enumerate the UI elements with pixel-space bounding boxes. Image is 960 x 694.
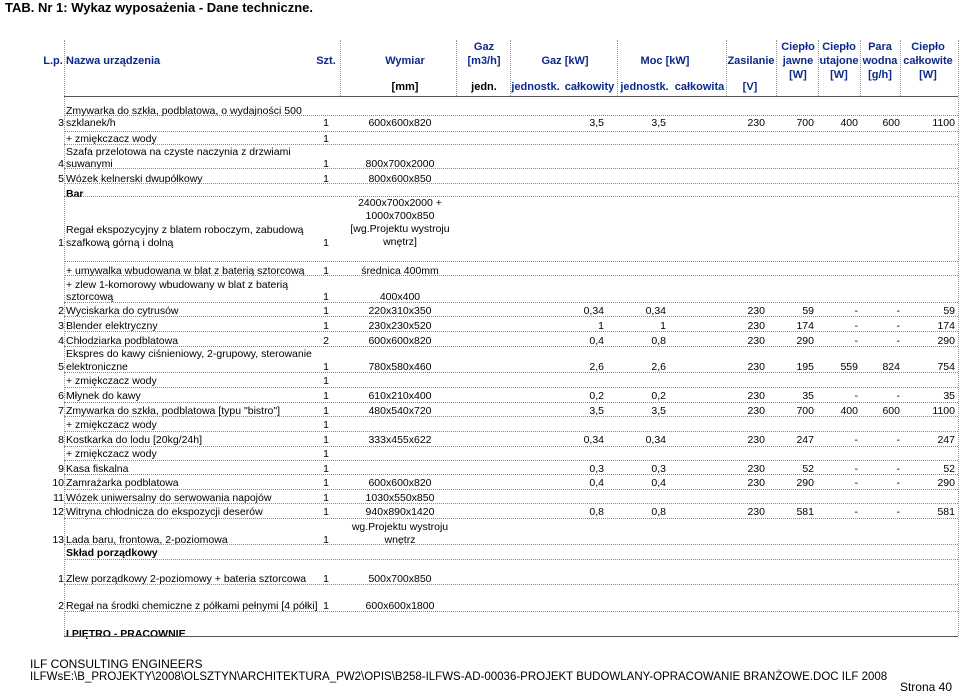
- column-divider: [456, 40, 457, 96]
- cell-szt: 1: [323, 573, 329, 585]
- row-divider: [64, 261, 958, 262]
- cell-mc: 0,3: [651, 463, 666, 475]
- cell-szt: 1: [323, 361, 329, 373]
- column-divider: [860, 40, 861, 96]
- cell-szt: 1: [323, 375, 329, 387]
- cell-name: I PIĘTRO - PRACOWNIE: [66, 628, 186, 640]
- cell-name: + umywalka wbudowana w blat z baterią sztorcową: [66, 265, 305, 277]
- header-zasilanie-unit: [V]: [742, 81, 758, 93]
- cell-cu: -: [854, 477, 858, 489]
- cell-v: 230: [747, 305, 765, 317]
- header-zasilanie: Zasilanie: [727, 55, 775, 67]
- cell-mj: 3,5: [589, 117, 604, 129]
- cell-mc: 2,6: [651, 361, 666, 373]
- cell-v: 230: [747, 405, 765, 417]
- cell-name: Chłodziarka podblatowa: [66, 335, 179, 347]
- cell-pw: -: [896, 477, 900, 489]
- cell-lp: 1: [58, 573, 64, 585]
- row-divider: [64, 372, 958, 373]
- row-divider: [64, 518, 958, 519]
- header-moc: Moc [kW]: [640, 55, 690, 67]
- cell-wym: 800x600x850: [368, 173, 432, 185]
- cell-name: Blender elektryczny: [66, 320, 158, 332]
- header-cieplo-calkowite-3: [W]: [919, 69, 937, 81]
- cell-cj: 581: [796, 506, 814, 518]
- cell-wym: wnętrz: [384, 534, 416, 546]
- cell-szt: 1: [323, 305, 329, 317]
- cell-name: Regał na środki chemiczne z półkami pełnymi [4 półki]: [66, 600, 318, 612]
- bar-wymiar-line-3: [wg.Projektu wystroju: [350, 223, 450, 235]
- cell-lp: 2: [58, 600, 64, 612]
- header-cieplo-jawne-1: Ciepło: [781, 41, 815, 53]
- bar-wymiar-line-1: 2400x700x2000 +: [358, 197, 442, 209]
- footer-path: ILFWsE:\B_PROJEKTY\2008\OLSZTYN\ARCHITEKTURA_PW2\OPIS\B258-ILFWS-AD-00036-PROJEKT BUDOWLANY-OPRACOWANIE BRANŻOWE.DOC ILF 2008: [30, 671, 888, 683]
- cell-cc: 290: [937, 335, 955, 347]
- header-gaz: Gaz: [473, 41, 495, 53]
- cell-name: suwanymi: [66, 158, 113, 170]
- row-divider: [64, 275, 958, 276]
- cell-cj: 59: [802, 305, 814, 317]
- cell-pw: -: [896, 506, 900, 518]
- cell-lp: 13: [52, 534, 64, 546]
- cell-name: + zmiękczacz wody: [66, 448, 157, 460]
- cell-wym: wg.Projektu wystroju: [351, 521, 449, 533]
- cell-cc: 1100: [932, 117, 955, 129]
- cell-mc: 0,34: [645, 434, 666, 446]
- cell-cc: 35: [943, 390, 955, 402]
- cell-szt: 1: [323, 291, 329, 303]
- header-wymiar-unit: [mm]: [391, 81, 419, 93]
- cell-pw: -: [896, 320, 900, 332]
- document-title: TAB. Nr 1: Wykaz wyposażenia - Dane techniczne.: [5, 0, 313, 15]
- cell-wym: 230x230x520: [368, 320, 432, 332]
- cell-lp: 9: [58, 463, 64, 475]
- cell-lp: 5: [58, 361, 64, 373]
- cell-cu: 400: [840, 117, 858, 129]
- cell-wym: 940x890x1420: [365, 506, 435, 518]
- cell-name: Kasa fiskalna: [66, 463, 129, 475]
- cell-szt: 1: [323, 492, 329, 504]
- column-divider: [776, 40, 777, 96]
- row-divider: [64, 611, 958, 612]
- cell-cc: 1100: [932, 405, 955, 417]
- row-divider: [64, 196, 958, 197]
- cell-lp: 8: [58, 434, 64, 446]
- cell-cu: -: [854, 434, 858, 446]
- footer-company: ILF CONSULTING ENGINEERS: [30, 657, 203, 671]
- cell-cj: 174: [796, 320, 814, 332]
- cell-mj: 3,5: [589, 405, 604, 417]
- cell-szt: 1: [323, 390, 329, 402]
- cell-lp: 6: [58, 390, 64, 402]
- header-para-wodna-3: [g/h]: [868, 69, 892, 81]
- header-name: Nazwa urządzenia: [66, 55, 161, 67]
- cell-v: 230: [747, 335, 765, 347]
- row-divider: [64, 387, 958, 388]
- cell-v: 230: [747, 463, 765, 475]
- row-divider: [64, 474, 958, 475]
- cell-szt: 1: [323, 463, 329, 475]
- row-divider: [64, 416, 958, 417]
- cell-v: 230: [747, 390, 765, 402]
- cell-lp: 5: [58, 173, 64, 185]
- row-divider: [64, 168, 958, 169]
- cell-mj: 0,8: [589, 506, 604, 518]
- cell-pw: 600: [882, 405, 900, 417]
- cell-pw: 600: [882, 117, 900, 129]
- cell-cu: -: [854, 305, 858, 317]
- cell-szt: 1: [323, 506, 329, 518]
- cell-name: + zmiękczacz wody: [66, 419, 157, 431]
- row-divider: [64, 431, 958, 432]
- cell-name: Kostkarka do lodu [20kg/24h]: [66, 434, 203, 446]
- cell-name: elektroniczne: [66, 361, 128, 373]
- header-moc-sub1: jednostk.: [620, 81, 669, 93]
- cell-mc: 0,2: [651, 390, 666, 402]
- header-para-wodna-2: wodna: [862, 55, 898, 67]
- header-cieplo-calkowite-2: całkowite: [903, 55, 953, 67]
- row-divider: [64, 331, 958, 332]
- row-divider: [64, 636, 958, 637]
- cell-name: Wyciskarka do cytrusów: [66, 305, 179, 317]
- cell-pw: -: [896, 434, 900, 446]
- column-divider: [726, 40, 727, 96]
- cell-cu: 559: [840, 361, 858, 373]
- cell-cj: 195: [796, 361, 814, 373]
- cell-mc: 0,34: [645, 305, 666, 317]
- cell-cj: 52: [802, 463, 814, 475]
- cell-wym: 333x455x622: [368, 434, 432, 446]
- cell-v: 230: [747, 361, 765, 373]
- cell-name: + zmiękczacz wody: [66, 375, 157, 387]
- header-moc-sub2: całkowita: [674, 81, 725, 93]
- cell-mj: 0,4: [589, 335, 604, 347]
- cell-wym: 220x310x350: [368, 305, 432, 317]
- row-divider: [64, 115, 958, 116]
- cell-lp: 3: [58, 320, 64, 332]
- cell-szt: 1: [323, 419, 329, 431]
- cell-v: 230: [747, 320, 765, 332]
- cell-cc: 174: [937, 320, 955, 332]
- row-divider: [64, 131, 958, 132]
- cell-lp: 10: [52, 477, 64, 489]
- cell-wym: 400x400: [379, 291, 421, 303]
- cell-cu: -: [854, 506, 858, 518]
- cell-szt: 1: [323, 534, 329, 546]
- cell-name: Wózek kelnerski dwupółkowy: [66, 173, 203, 185]
- header-lp: L.p.: [43, 55, 63, 67]
- cell-lp: 2: [58, 305, 64, 317]
- cell-wym: 780x580x460: [368, 361, 432, 373]
- cell-wym: 800x700x2000: [365, 158, 435, 170]
- cell-mc: 3,5: [651, 405, 666, 417]
- row-divider: [64, 183, 958, 184]
- header-cieplo-utajone-2: utajone: [819, 55, 859, 67]
- header-cieplo-calkowite-1: Ciepło: [911, 41, 945, 53]
- cell-szt: 1: [323, 173, 329, 185]
- cell-szt: 1: [323, 405, 329, 417]
- cell-wym: 600x600x820: [368, 117, 432, 129]
- cell-pw: -: [896, 305, 900, 317]
- cell-pw: -: [896, 335, 900, 347]
- cell-wym: 610x210x400: [368, 390, 432, 402]
- cell-name: sztorcową: [66, 291, 114, 303]
- cell-name: Wózek uniwersalny do serwowania napojów: [66, 492, 272, 504]
- cell-mc: 3,5: [651, 117, 666, 129]
- cell-szt: 1: [323, 133, 329, 145]
- cell-v: 230: [747, 506, 765, 518]
- cell-mc: 1: [660, 320, 666, 332]
- row-divider: [64, 346, 958, 347]
- cell-mj: 1: [598, 320, 604, 332]
- header-cieplo-jawne-2: jawne: [782, 55, 814, 67]
- cell-name: Młynek do kawy: [66, 390, 141, 402]
- cell-pw: -: [896, 390, 900, 402]
- cell-lp: 3: [58, 117, 64, 129]
- cell-name: + zmiękczacz wody: [66, 133, 157, 145]
- row-divider: [64, 144, 958, 145]
- cell-cc: 59: [943, 305, 955, 317]
- cell-name: + zlew 1-komorowy wbudowany w blat z baterią: [66, 279, 289, 291]
- cell-name: szafkową górną i dolną: [66, 237, 174, 249]
- cell-cu: 400: [840, 405, 858, 417]
- cell-name: Bar: [66, 188, 84, 200]
- header-wymiar: Wymiar: [385, 55, 425, 67]
- cell-cc: 581: [937, 506, 955, 518]
- cell-wym: 600x600x1800: [365, 600, 435, 612]
- row-divider: [64, 544, 958, 545]
- column-divider: [340, 40, 341, 96]
- row-divider: [64, 302, 958, 303]
- cell-name: szklanek/h: [66, 117, 116, 129]
- cell-v: 230: [747, 477, 765, 489]
- cell-name: Regał ekspozycyjny z blatem roboczym, zabudową: [66, 224, 304, 236]
- cell-name: Zmywarka do szkła, podblatowa, o wydajności 500: [66, 105, 302, 117]
- cell-wym: 600x600x820: [368, 477, 432, 489]
- cell-mj: 0,34: [583, 305, 604, 317]
- cell-cj: 290: [796, 477, 814, 489]
- cell-cu: -: [854, 390, 858, 402]
- column-divider: [617, 40, 618, 96]
- header-gaz-kw-sub1: jednostk.: [511, 81, 560, 93]
- cell-cc: 290: [937, 477, 955, 489]
- cell-lp: 7: [58, 405, 64, 417]
- cell-cj: 700: [796, 117, 814, 129]
- row-divider: [64, 96, 958, 97]
- cell-szt: 1: [323, 237, 329, 249]
- cell-name: Witryna chłodnicza do ekspozycji deserów: [66, 506, 263, 518]
- row-divider: [64, 559, 958, 560]
- cell-wym: 500x700x850: [368, 573, 432, 585]
- cell-mj: 0,2: [589, 390, 604, 402]
- column-divider: [64, 40, 65, 636]
- cell-lp: 11: [53, 492, 64, 504]
- cell-lp: 4: [58, 335, 64, 347]
- cell-name: Lada baru, frontowa, 2-poziomowa: [66, 534, 228, 546]
- cell-cc: 52: [943, 463, 955, 475]
- header-cieplo-utajone-1: Ciepło: [822, 41, 856, 53]
- header-gaz-kw: Gaz [kW]: [541, 55, 589, 67]
- cell-wym: 1030x550x850: [365, 492, 435, 504]
- cell-wym: 600x600x820: [368, 335, 432, 347]
- row-divider: [64, 503, 958, 504]
- cell-cj: 247: [796, 434, 814, 446]
- cell-cu: -: [854, 320, 858, 332]
- cell-mj: 2,6: [589, 361, 604, 373]
- cell-cc: 754: [937, 361, 955, 373]
- cell-wym: średnica 400mm: [361, 265, 439, 277]
- bar-wymiar-line-2: 1000x700x850: [365, 210, 435, 222]
- header-gaz-sub: jedn.: [471, 81, 497, 93]
- header-para-wodna-1: Para: [868, 41, 892, 53]
- row-divider: [64, 402, 958, 403]
- cell-name: Zmywarka do szkła, podblatowa [typu "bistro"]: [66, 405, 281, 417]
- cell-name: Szafa przelotowa na czyste naczynia z drzwiami: [66, 146, 291, 158]
- cell-szt: 1: [323, 265, 329, 277]
- cell-lp: 12: [52, 506, 64, 518]
- cell-mc: 0,8: [651, 335, 666, 347]
- header-gaz-unit: [m3/h]: [467, 55, 501, 67]
- cell-cj: 700: [796, 405, 814, 417]
- bar-wymiar-line-4: wnętrz]: [383, 236, 417, 248]
- cell-cj: 35: [802, 390, 814, 402]
- row-divider: [64, 316, 958, 317]
- cell-pw: -: [896, 463, 900, 475]
- row-divider: [64, 460, 958, 461]
- cell-v: 230: [747, 434, 765, 446]
- cell-szt: 1: [323, 600, 329, 612]
- cell-cj: 290: [796, 335, 814, 347]
- cell-szt: 1: [323, 434, 329, 446]
- cell-szt: 1: [323, 320, 329, 332]
- header-szt: Szt.: [316, 55, 336, 67]
- cell-pw: 824: [882, 361, 900, 373]
- cell-mj: 0,34: [583, 434, 604, 446]
- page-number: Strona 40: [899, 680, 952, 694]
- row-divider: [64, 489, 958, 490]
- cell-mj: 0,3: [589, 463, 604, 475]
- row-divider: [64, 446, 958, 447]
- header-cieplo-utajone-3: [W]: [830, 69, 848, 81]
- column-divider: [818, 40, 819, 96]
- cell-name: Ekspres do kawy ciśnieniowy, 2-grupowy, sterowanie: [66, 348, 312, 360]
- cell-szt: 1: [323, 117, 329, 129]
- cell-name: Zlew porządkowy 2-poziomowy + bateria sztorcowa: [66, 573, 307, 585]
- cell-name: Skład porządkowy: [66, 547, 158, 559]
- cell-szt: 1: [323, 448, 329, 460]
- cell-wym: 480x540x720: [368, 405, 432, 417]
- row-divider: [64, 584, 958, 585]
- header-cieplo-jawne-3: [W]: [789, 69, 807, 81]
- column-divider: [510, 40, 511, 96]
- cell-v: 230: [747, 117, 765, 129]
- cell-lp: 4: [58, 158, 64, 170]
- column-divider: [958, 40, 959, 636]
- cell-cu: -: [854, 463, 858, 475]
- cell-cc: 247: [937, 434, 955, 446]
- cell-szt: 1: [323, 158, 329, 170]
- cell-mc: 0,8: [651, 506, 666, 518]
- cell-szt: 1: [323, 477, 329, 489]
- cell-lp: 1: [58, 237, 64, 249]
- column-divider: [900, 40, 901, 96]
- header-gaz-kw-sub2: całkowity: [564, 81, 615, 93]
- cell-mc: 0,4: [651, 477, 666, 489]
- cell-cu: -: [854, 335, 858, 347]
- cell-szt: 2: [323, 335, 329, 347]
- cell-name: Zamrażarka podblatowa: [66, 477, 179, 489]
- cell-mj: 0,4: [589, 477, 604, 489]
